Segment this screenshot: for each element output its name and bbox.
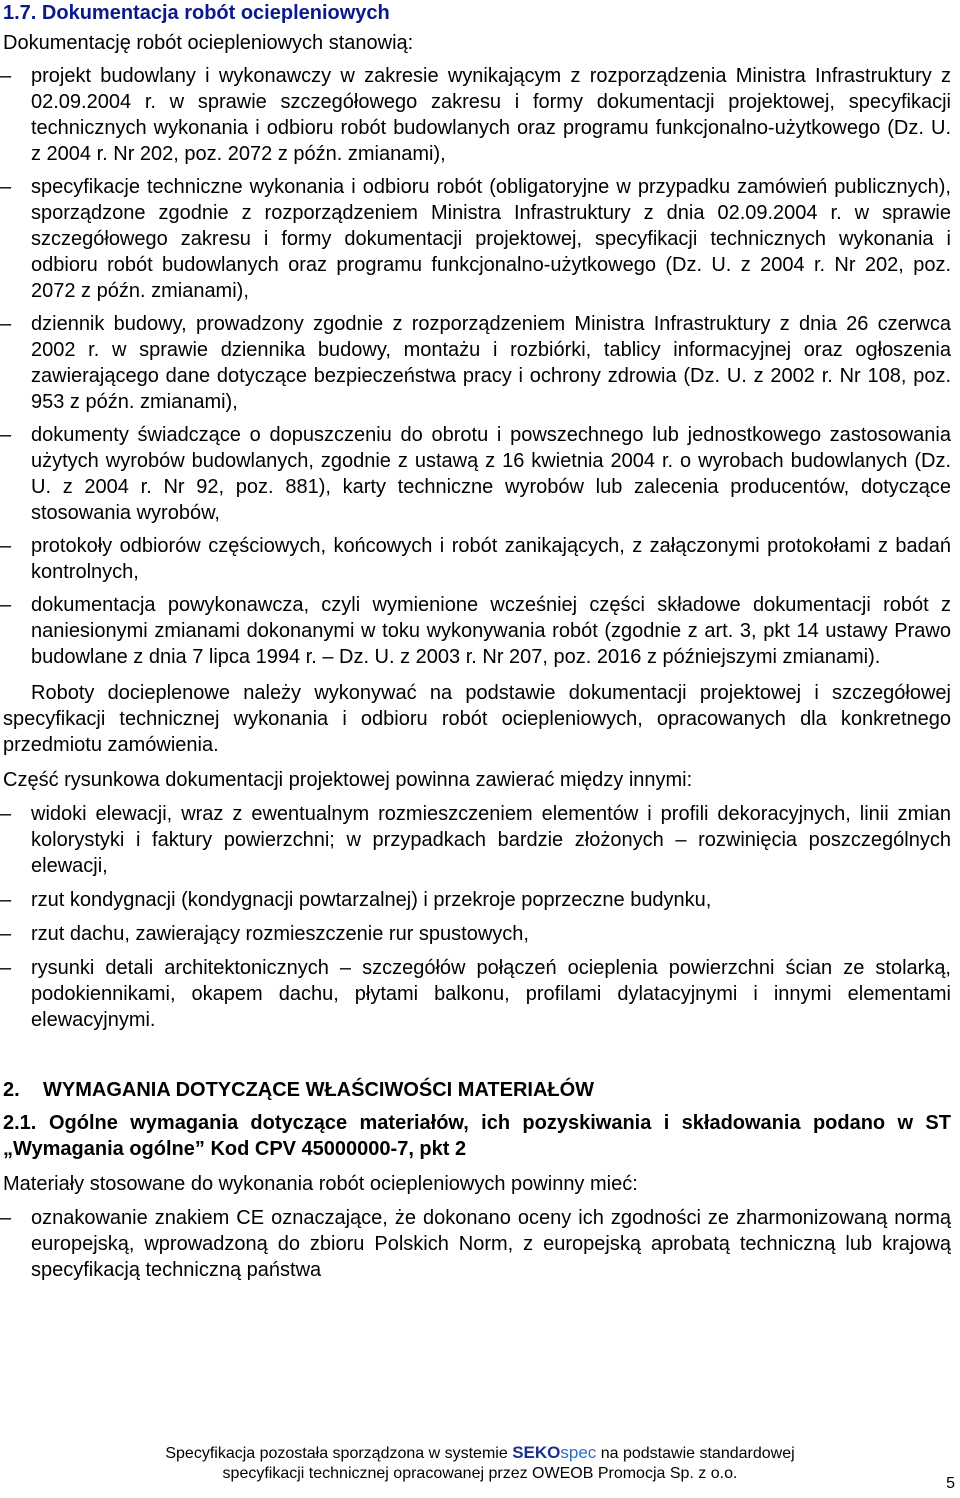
section-1-7-title: Dokumentacja robót ociepleniowych	[41, 2, 390, 24]
list-item-text: oznakowanie znakiem CE oznaczające, że dokonano oceny ich zgodności ze zharmonizowaną normą europejską, wprowadzoną do zbioru Polskich Norm, z europejską aprobatą techniczną lub krajową specyfikacją techniczną państwa	[31, 1207, 951, 1281]
list-item	[0, 801, 951, 879]
list-item	[0, 921, 951, 947]
dash-bullet: –	[0, 594, 12, 616]
list-item-text: widoki elewacji, wraz z ewentualnym rozmieszczeniem elementów i profili dekoracyjnych, linii zmian kolorystyki i faktury powierzchni; w przypadkach bardzie złożonych – rozwinięcia poszczególnych elewacji,	[31, 803, 951, 877]
materials-intro: Materiały stosowane do wykonania robót ociepleniowych powinny mieć:	[3, 1173, 638, 1195]
list-item-text: protokoły odbiorów częściowych, końcowych i robót zanikających, z załączonymi protokołami z badań kontrolnych,	[31, 535, 951, 583]
list-item-text: dziennik budowy, prowadzony zgodnie z rozporządzeniem Ministra Infrastruktury z dnia 26 czerwca 2002 r. w sprawie dziennika budowy, montażu i rozbiórki, tablicy informacyjnej oraz ogłoszenia zawierającego dane dotyczące bezpieczeństwa pracy i ochrony zdrowia (Dz. U. z 2002 r. Nr 108, poz. 953 z późn. zmianami),	[31, 313, 951, 413]
list-item	[0, 533, 951, 585]
sekospec-logo-seko: SEKO	[512, 1443, 561, 1462]
list-item	[0, 174, 951, 304]
section-2-heading	[3, 1077, 951, 1103]
footer-line-1	[0, 1443, 960, 1464]
section-2-1-number: 2.1.	[3, 1112, 37, 1134]
list-item-text: rzut dachu, zawierający rozmieszczenie rur spustowych,	[31, 923, 529, 945]
dash-bullet: –	[0, 957, 12, 979]
footer-text-before: Specyfikacja pozostała sporządzona w systemie	[165, 1445, 513, 1462]
footer-text-after: na podstawie standardowej	[596, 1445, 795, 1462]
dash-bullet: –	[0, 889, 12, 911]
section-1-7-number: 1.7.	[3, 2, 37, 24]
list-item	[0, 1205, 951, 1283]
section-2-1-title: Ogólne wymagania dotyczące materiałów, ich pozyskiwania i składowania podano w ST „Wymagania ogólne” Kod CPV 45000000-7, pkt 2	[3, 1112, 951, 1160]
documentation-list	[0, 63, 951, 670]
list-item-text: dokumenty świadczące o dopuszczeniu do obrotu i powszechnego lub jednostkowego zastosowania użytych wyrobów budowlanych, zgodnie z ustawą z 16 kwietnia 2004 r. o wyrobach budowlanych (Dz. U. z 2004 r. Nr 92, poz. 881), karty techniczne wyrobów lub zalecenia producentów, dotyczące stosowania wyrobów,	[31, 424, 951, 524]
dash-bullet: –	[0, 535, 12, 557]
materials-list	[0, 1205, 951, 1283]
section-2-1-heading	[3, 1110, 951, 1162]
dash-bullet: –	[0, 176, 12, 198]
dash-bullet: –	[0, 1207, 12, 1229]
section-1-7-heading	[3, 0, 951, 26]
section-1-7-intro: Dokumentację robót ociepleniowych stanowią:	[3, 32, 414, 54]
list-item-text: projekt budowlany i wykonawczy w zakresie wynikającym z rozporządzenia Ministra Infrastruktury z 02.09.2004 r. w sprawie szczegółowego zakresu i formy dokumentacji projektowej, specyfikacji technicznych wykonania i odbioru robót budowlanych oraz programu funkcjonalno-użytkowego (Dz. U. z 2004 r. Nr 202, poz. 2072 z późn. zmianami),	[31, 65, 951, 165]
list-item	[0, 887, 951, 913]
list-item	[0, 63, 951, 167]
list-item-text: rysunki detali architektonicznych – szczegółów połączeń ocieplenia powierzchni ścian ze stolarką, podokiennikami, okapem dachu, płytami balkonu, profilami dylatacyjnymi i innymi elementami elewacyjnymi.	[31, 957, 951, 1031]
list-item	[0, 592, 951, 670]
dash-bullet: –	[0, 313, 12, 335]
drawings-intro: Część rysunkowa dokumentacji projektowej powinna zawierać między innymi:	[3, 769, 693, 791]
dash-bullet: –	[0, 424, 12, 446]
drawings-list	[0, 801, 951, 1033]
list-item-text: dokumentacja powykonawcza, czyli wymienione wcześniej części składowe dokumentacji robót z naniesionymi zmianami dokonanymi w toku wykonywania robót (zgodnie z art. 3, pkt 14 ustawy Prawo budowlane z dnia 7 lipca 1994 r. – Dz. U. z 2003 r. Nr 207, poz. 2016 z późniejszymi zmianami).	[31, 594, 951, 668]
footer-line-2: specyfikacji technicznej opracowanej przez OWEOB Promocja Sp. z o.o.	[222, 1465, 738, 1482]
list-item-text: specyfikacje techniczne wykonania i odbioru robót (obligatoryjne w przypadku zamówień publicznych), sporządzone zgodnie z rozporządzeniem Ministra Infrastruktury z dnia 02.09.2004 r. w sprawie szczegółowego zakresu i formy dokumentacji projektowej, specyfikacji technicznych wykonania i odbioru robót budowlanych oraz programu funkcjonalno-użytkowego (Dz. U. z 2004 r. Nr 202, poz. 2072 z późn. zmianami),	[31, 176, 951, 302]
dash-bullet: –	[0, 923, 12, 945]
section-2-number: 2.	[3, 1079, 20, 1101]
list-item-text: rzut kondygnacji (kondygnacji powtarzalnej) i przekroje poprzeczne budynku,	[31, 889, 712, 911]
list-item	[0, 422, 951, 526]
page-number: 5	[946, 1475, 955, 1492]
dash-bullet: –	[0, 65, 12, 87]
list-item	[0, 311, 951, 415]
works-paragraph: Roboty docieplenowe należy wykonywać na podstawie dokumentacji projektowej i szczegółowej specyfikacji technicznej wykonania i odbioru robót ociepleniowych, opracowanych dla konkretnego przedmiotu zamówienia.	[3, 682, 951, 756]
section-2-title: WYMAGANIA DOTYCZĄCE WŁAŚCIWOŚCI MATERIAŁÓW	[43, 1079, 595, 1101]
list-item	[0, 955, 951, 1033]
page-footer	[0, 1443, 960, 1484]
dash-bullet: –	[0, 803, 12, 825]
sekospec-logo-spec: spec	[560, 1443, 597, 1462]
